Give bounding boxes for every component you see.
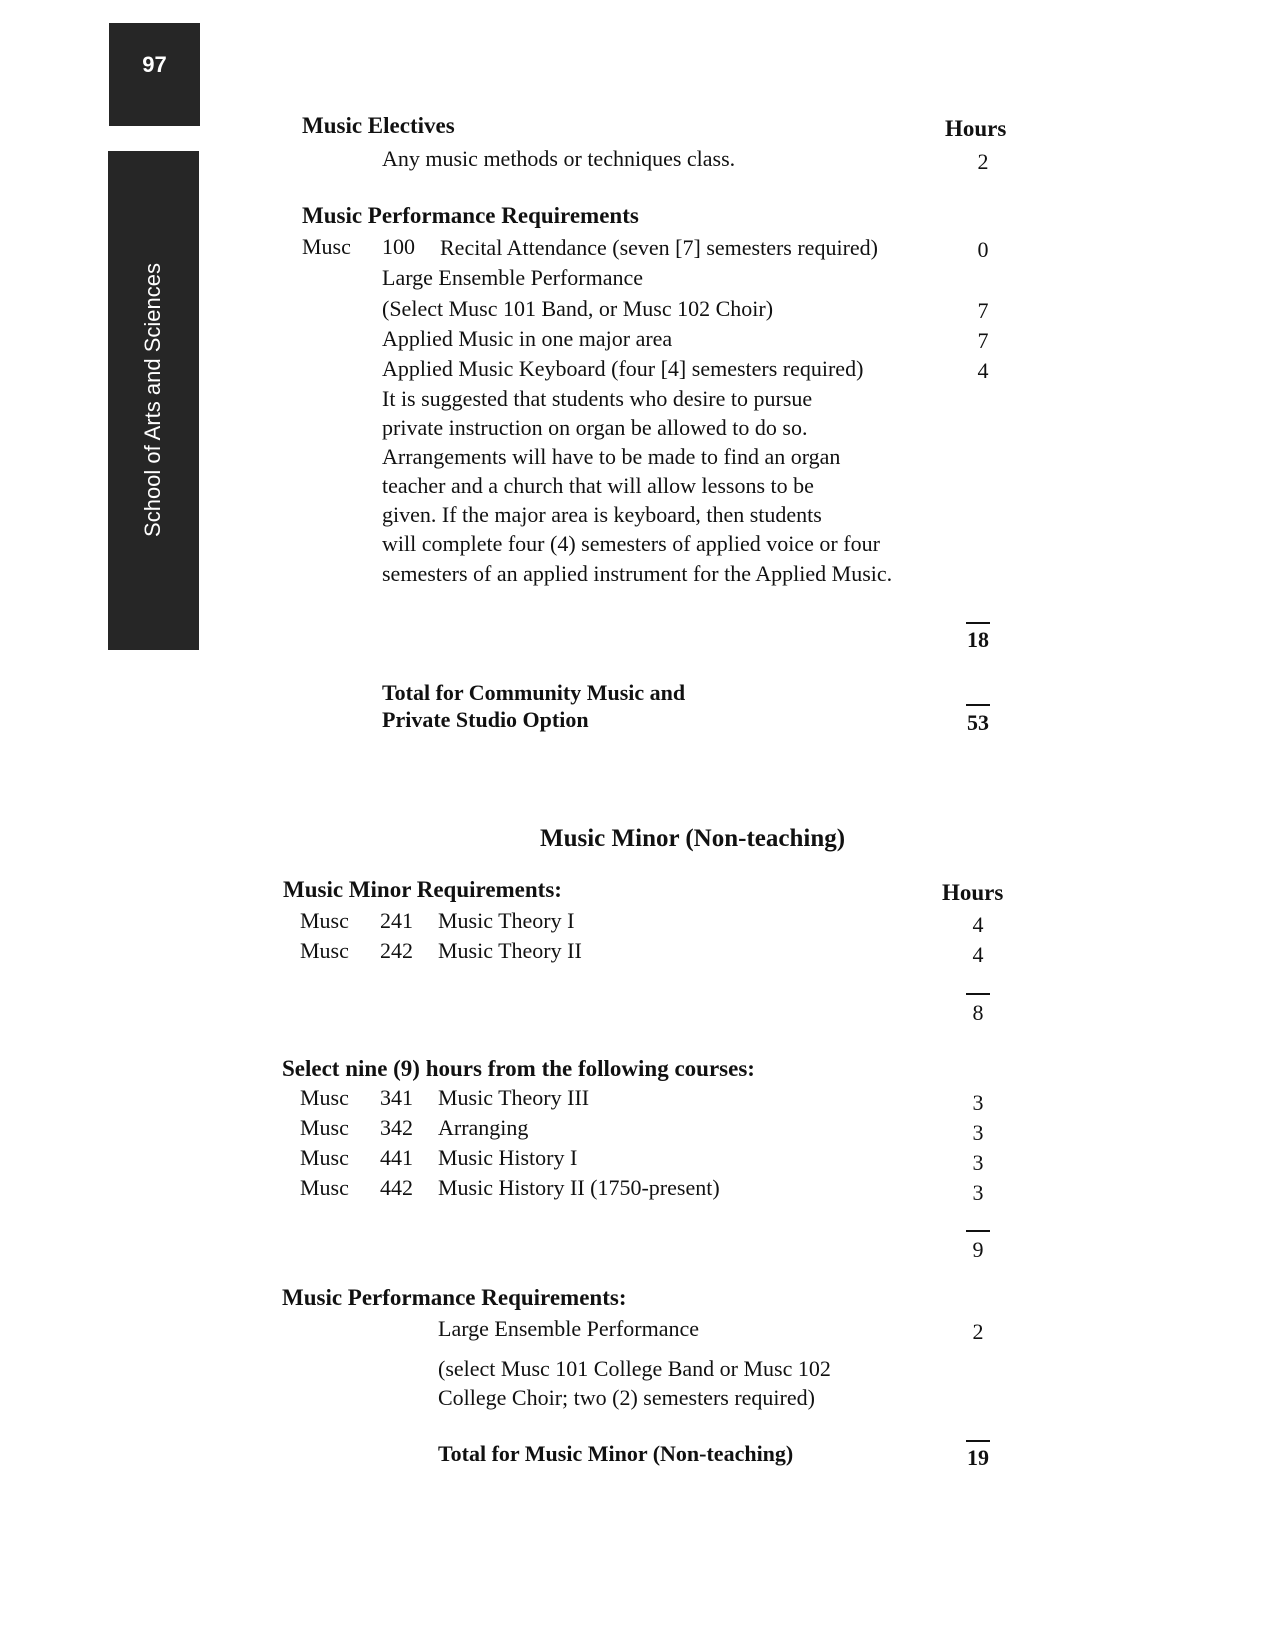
select-heading: Select nine (9) hours from the following courses: bbox=[282, 1056, 755, 1081]
note-line: private instruction on organ be allowed to do so. bbox=[382, 415, 808, 440]
applied-major-hours: 7 bbox=[977, 328, 989, 353]
course-num: 241 bbox=[380, 908, 413, 933]
minor-total-label: Total for Music Minor (Non-teaching) bbox=[438, 1441, 794, 1466]
recital-dept: Musc bbox=[302, 234, 351, 259]
total-label-line2: Private Studio Option bbox=[382, 707, 589, 732]
course-num: 441 bbox=[380, 1145, 413, 1170]
note-line: given. If the major area is keyboard, then students bbox=[382, 502, 822, 527]
minor-perf-heading: Music Performance Requirements: bbox=[282, 1285, 627, 1310]
core-subtotal: 8 bbox=[972, 1000, 984, 1025]
recital-hours: 0 bbox=[977, 237, 989, 262]
minor-title: Music Minor (Non-teaching) bbox=[540, 825, 846, 852]
minor-ensemble-note: College Choir; two (2) semesters required) bbox=[438, 1385, 815, 1410]
minor-ensemble-hours: 2 bbox=[972, 1319, 984, 1344]
subtotal-rule bbox=[966, 622, 990, 624]
minor-req-heading: Music Minor Requirements: bbox=[283, 877, 562, 902]
course-num: 341 bbox=[380, 1085, 413, 1110]
section-tab bbox=[108, 151, 199, 650]
minor-total-rule bbox=[966, 1440, 990, 1442]
minor-hours-header: Hours bbox=[942, 880, 1004, 905]
page-number-tab: 97 bbox=[109, 23, 200, 126]
electives-subtotal: 9 bbox=[972, 1237, 984, 1262]
minor-ensemble-note: (select Musc 101 College Band or Musc 102 bbox=[438, 1356, 831, 1381]
note-line: semesters of an applied instrument for the Applied Music. bbox=[382, 561, 893, 586]
core-subtotal-rule bbox=[966, 993, 990, 995]
ensemble-line1: Large Ensemble Performance bbox=[382, 265, 644, 290]
course-dept: Musc bbox=[300, 1115, 349, 1140]
course-hours: 4 bbox=[972, 912, 984, 937]
course-title: Music History I bbox=[438, 1145, 578, 1170]
course-hours: 3 bbox=[972, 1180, 984, 1205]
course-title: Music Theory II bbox=[438, 938, 582, 963]
course-num: 242 bbox=[380, 938, 413, 963]
course-title: Music Theory III bbox=[438, 1085, 590, 1110]
course-hours: 3 bbox=[972, 1120, 984, 1145]
ensemble-line2: (Select Musc 101 Band, or Musc 102 Choir) bbox=[382, 296, 774, 321]
electives-desc: Any music methods or techniques class. bbox=[382, 146, 736, 171]
course-dept: Musc bbox=[300, 1085, 349, 1110]
electives-hours: 2 bbox=[977, 149, 989, 174]
course-num: 342 bbox=[380, 1115, 413, 1140]
course-dept: Musc bbox=[300, 908, 349, 933]
course-num: 442 bbox=[380, 1175, 413, 1200]
minor-total-hours: 19 bbox=[967, 1445, 989, 1470]
perf-heading: Music Performance Requirements bbox=[302, 203, 639, 228]
course-title: Music Theory I bbox=[438, 908, 575, 933]
applied-keyboard-hours: 4 bbox=[977, 358, 989, 383]
note-line: Arrangements will have to be made to find an organ bbox=[382, 444, 841, 469]
applied-major: Applied Music in one major area bbox=[382, 326, 673, 351]
recital-title: Recital Attendance (seven [7] semesters required) bbox=[440, 235, 878, 260]
total-hours: 53 bbox=[967, 710, 989, 735]
course-hours: 3 bbox=[972, 1150, 984, 1175]
ensemble-hours: 7 bbox=[977, 298, 989, 323]
total-rule bbox=[966, 704, 990, 706]
course-hours: 3 bbox=[972, 1090, 984, 1115]
course-dept: Musc bbox=[300, 1175, 349, 1200]
course-title: Arranging bbox=[438, 1115, 529, 1140]
electives-subtotal-rule bbox=[966, 1230, 990, 1232]
course-dept: Musc bbox=[300, 1145, 349, 1170]
course-title: Music History II (1750-present) bbox=[438, 1175, 720, 1200]
electives-heading: Music Electives bbox=[302, 113, 455, 138]
section-label: School of Arts and Sciences bbox=[140, 263, 165, 537]
minor-ensemble: Large Ensemble Performance bbox=[438, 1316, 700, 1341]
note-line: teacher and a church that will allow lessons to be bbox=[382, 473, 814, 498]
note-line: It is suggested that students who desire to pursue bbox=[382, 386, 813, 411]
applied-keyboard: Applied Music Keyboard (four [4] semesters required) bbox=[382, 356, 864, 381]
subtotal-hours: 18 bbox=[967, 627, 989, 652]
hours-header: Hours bbox=[945, 116, 1007, 141]
course-hours: 4 bbox=[972, 942, 984, 967]
note-line: will complete four (4) semesters of applied voice or four bbox=[382, 531, 880, 556]
course-dept: Musc bbox=[300, 938, 349, 963]
recital-num: 100 bbox=[382, 234, 415, 259]
total-label-line1: Total for Community Music and bbox=[382, 680, 686, 705]
